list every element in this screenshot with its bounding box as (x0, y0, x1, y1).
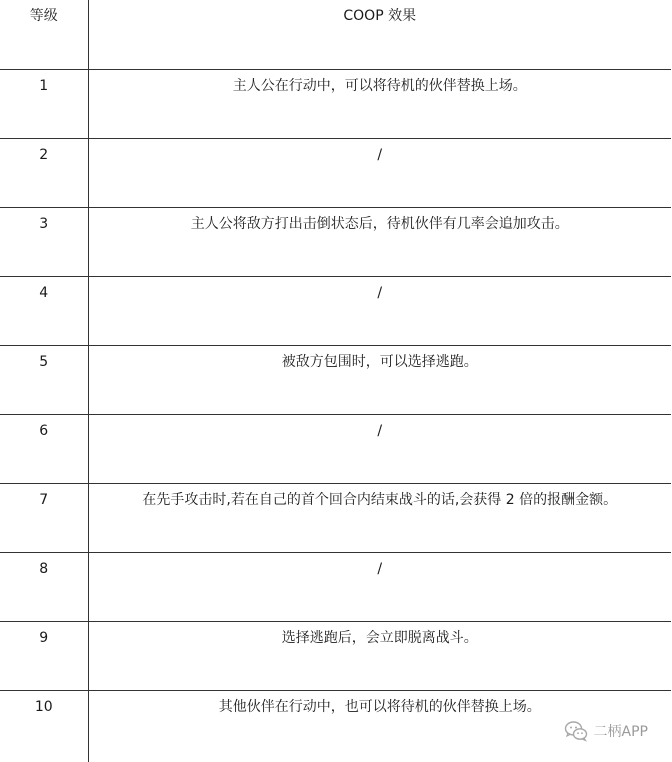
effect-cell: 其他伙伴在行动中，也可以将待机的伙伴替换上场。 (88, 690, 671, 762)
table-header-row (0, 0, 671, 69)
level-cell: 7 (0, 483, 88, 552)
level-cell: 2 (0, 138, 88, 207)
table-row (0, 69, 671, 138)
effect-cell: 选择逃跑后，会立即脱离战斗。 (88, 621, 671, 690)
header-effect: COOP 效果 (88, 0, 671, 69)
effect-cell: / (88, 276, 671, 345)
header-level: 等级 (0, 0, 88, 69)
effect-cell: 主人公将敌方打出击倒状态后，待机伙伴有几率会追加攻击。 (88, 207, 671, 276)
effect-cell: / (88, 138, 671, 207)
table-row (0, 414, 671, 483)
table-row (0, 345, 671, 414)
table-row (0, 138, 671, 207)
effect-cell: 在先手攻击时,若在自己的首个回合内结束战斗的话,会获得 2 倍的报酬金额。 (88, 483, 671, 552)
level-cell: 10 (0, 690, 88, 762)
effect-cell: / (88, 414, 671, 483)
level-cell: 6 (0, 414, 88, 483)
table-row (0, 276, 671, 345)
table-row (0, 207, 671, 276)
level-cell: 9 (0, 621, 88, 690)
effect-cell: / (88, 552, 671, 621)
table-row (0, 552, 671, 621)
effect-cell: 被敌方包围时，可以选择逃跑。 (88, 345, 671, 414)
table-row (0, 621, 671, 690)
level-cell: 8 (0, 552, 88, 621)
watermark-text: 二柄APP (593, 724, 648, 740)
watermark (564, 719, 648, 743)
table-row (0, 483, 671, 552)
level-cell: 1 (0, 69, 88, 138)
level-cell: 3 (0, 207, 88, 276)
wechat-icon (564, 720, 588, 742)
level-cell: 4 (0, 276, 88, 345)
effect-cell: 主人公在行动中，可以将待机的伙伴替换上场。 (88, 69, 671, 138)
level-cell: 5 (0, 345, 88, 414)
